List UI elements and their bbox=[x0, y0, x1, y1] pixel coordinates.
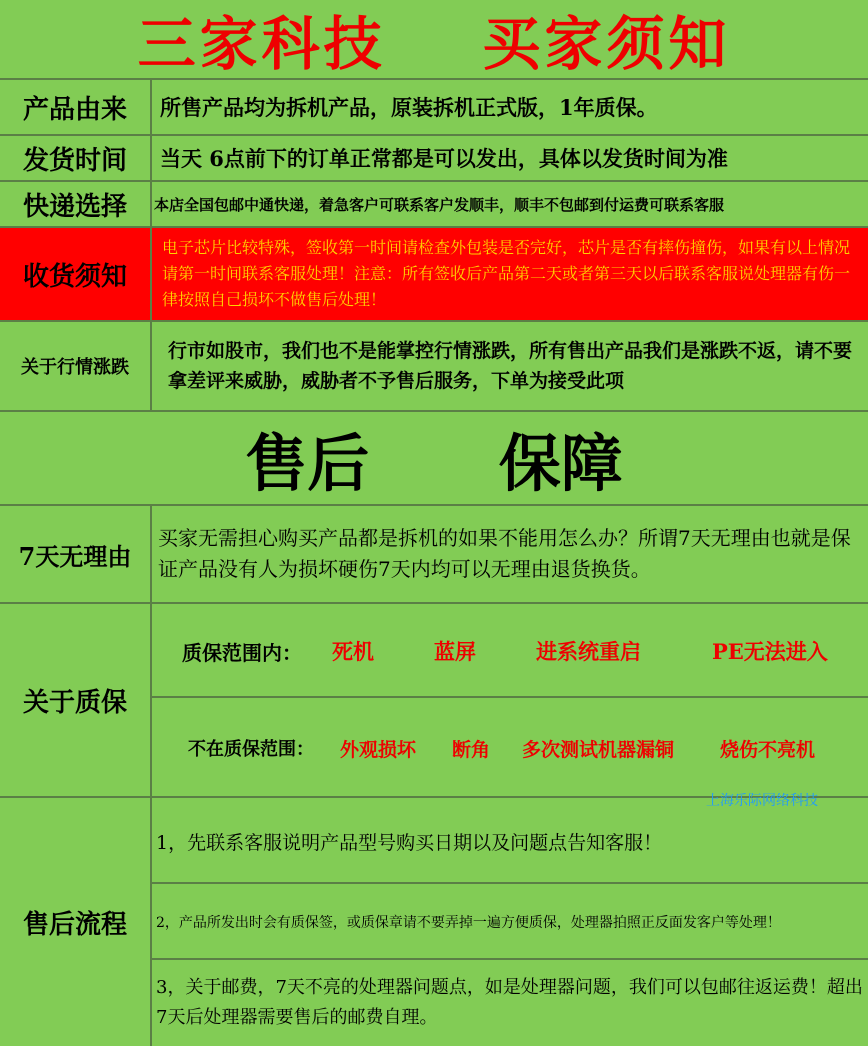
row-ship-time bbox=[0, 136, 868, 182]
row-receipt-notice bbox=[0, 228, 868, 322]
out-scope-item: 外观损坏 bbox=[340, 738, 417, 761]
receipt-label: 收货须知 bbox=[0, 228, 152, 320]
row-product-origin bbox=[0, 80, 868, 136]
ship-time-text: 当天 6点前下的订单正常都是可以发出，具体以发货时间为准 bbox=[160, 146, 728, 171]
seven-day-text: 买家无需担心购买产品都是拆机的如果不能用怎么办？所谓7天无理由也就是保证产品没有人为损坏硬伤7天内均可以无理由退货换货。 bbox=[158, 526, 851, 581]
in-scope-item: 蓝屏 bbox=[434, 639, 476, 664]
row-seven-day bbox=[0, 506, 868, 604]
in-scope-item: 进系统重启 bbox=[536, 639, 641, 664]
warranty-out-scope bbox=[152, 698, 868, 798]
out-scope-label: 不在质保范围： bbox=[188, 739, 314, 760]
row-process bbox=[0, 798, 868, 1046]
in-scope-label: 质保范围内： bbox=[182, 640, 302, 665]
receipt-text: 电子芯片比较特殊，签收第一时间请检查外包装是否完好，芯片是否有摔伤撞伤，如果有以上情况请第一时间联系客服处理！注意：所有签收后产品第二天或者第三天以后联系客服说处理器有伤一律按照自己损坏不做售后处理！ bbox=[162, 238, 851, 309]
origin-text: 所售产品均为拆机产品，原装拆机正式版，1年质保。 bbox=[160, 95, 658, 120]
market-label: 关于行情涨跌 bbox=[0, 322, 152, 410]
page-title-row bbox=[0, 0, 868, 80]
out-scope-item: 断角 bbox=[452, 738, 491, 761]
out-scope-item: 烧伤不亮机 bbox=[720, 738, 816, 761]
after-sales-title: 售后 保障 bbox=[0, 412, 868, 506]
in-scope-item: PE无法进入 bbox=[712, 639, 828, 664]
watermark-text: 上海乐际网络科技 bbox=[706, 793, 818, 809]
process-step: 2，产品所发出时会有质保签，或质保章请不要弄掉一遍方便质保，处理器拍照正反面发客户等处理！ bbox=[156, 915, 781, 931]
row-warranty bbox=[0, 604, 868, 798]
ship-time-label: 发货时间 bbox=[0, 136, 152, 180]
row-courier bbox=[0, 182, 868, 228]
in-scope-item: 死机 bbox=[332, 639, 374, 664]
origin-label: 产品由来 bbox=[0, 80, 152, 134]
warranty-in-scope bbox=[152, 604, 868, 698]
out-scope-item: 多次测试机器漏铜 bbox=[522, 738, 675, 761]
warranty-label: 关于质保 bbox=[0, 604, 152, 796]
market-text: 行市如股市，我们也不是能掌控行情涨跌，所有售出产品我们是涨跌不返，请不要拿差评来威胁，威胁者不予售后服务，下单为接受此项 bbox=[168, 340, 853, 392]
courier-text: 本店全国包邮中通快递，着急客户可联系客户发顺丰，顺丰不包邮到付运费可联系客服 bbox=[154, 195, 725, 214]
seven-day-label: 7天无理由 bbox=[0, 506, 152, 602]
process-step: 1，先联系客服说明产品型号购买日期以及问题点告知客服！ bbox=[156, 831, 663, 854]
process-step: 3，关于邮费，7天不亮的处理器问题点，如是处理器问题，我们可以包邮往返运费！超出7天后处理器需要售后的邮费自理。 bbox=[156, 977, 863, 1028]
row-market bbox=[0, 322, 868, 412]
page-title: 三家科技 买家须知 bbox=[137, 10, 731, 78]
courier-label: 快递选择 bbox=[0, 182, 152, 226]
process-label: 售后流程 bbox=[0, 798, 152, 1046]
